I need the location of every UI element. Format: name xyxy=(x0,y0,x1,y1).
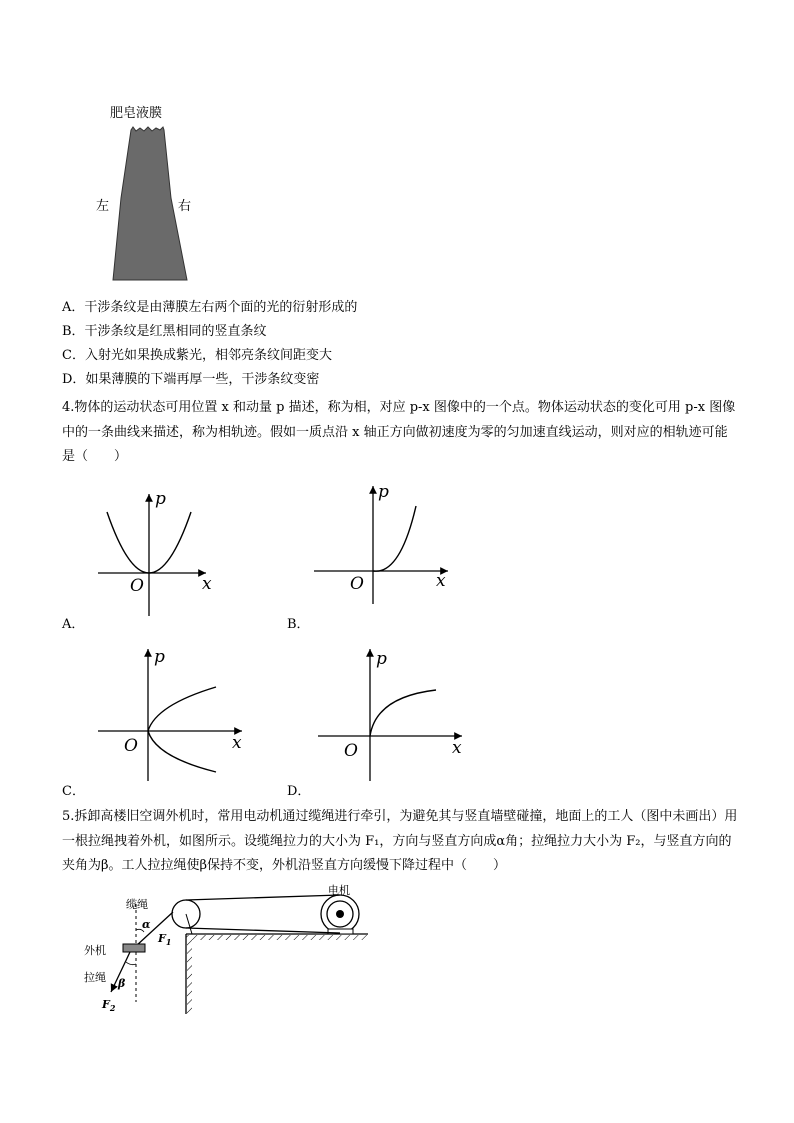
origin-c: O xyxy=(124,736,138,756)
film-title: 肥皂液膜 xyxy=(110,106,163,121)
axis-x-b: x xyxy=(436,571,446,591)
rope-label: 拉绳 xyxy=(84,971,106,984)
outdoor-unit xyxy=(123,944,145,952)
axis-x-c: x xyxy=(232,733,242,753)
graph-label-a: A． xyxy=(62,617,85,632)
axis-p-c: p xyxy=(154,647,165,667)
roof-hatch xyxy=(186,935,368,940)
soap-film-figure xyxy=(90,98,220,288)
cable-label: 缆绳 xyxy=(126,898,148,911)
graph-d xyxy=(316,645,471,785)
film-left-label: 左 xyxy=(96,199,110,214)
curve-b xyxy=(373,506,416,571)
q5-text: 5.拆卸高楼旧空调外机时，常用电动机通过缆绳进行牵引，为避免其与竖直墙壁碰撞，地面上的工人（图中未画出）用一根拉绳拽着外机，如图所示。设缆绳拉力的大小为 F₁，方向与竖直方向成α角；拉绳拉力大小为 F₂，与竖直方向的夹角为β。工人拉拉绳使β保持不变，外机沿竖直方向缓慢下降过程中（ ） xyxy=(62,809,738,873)
film-right-label: 右 xyxy=(178,199,192,214)
axis-x-a: x xyxy=(202,574,212,594)
wall-hatch xyxy=(187,940,192,1014)
q3-option-b: B．干涉条纹是红黑相同的竖直条纹 xyxy=(62,324,267,339)
q3-option-a: A．干涉条纹是由薄膜左右两个面的光的衍射形成的 xyxy=(62,300,358,315)
origin-d: O xyxy=(344,741,358,761)
unit-label: 外机 xyxy=(84,944,106,957)
beta-label: β xyxy=(118,977,126,990)
axis-p-d: p xyxy=(376,649,387,669)
curve-d xyxy=(370,690,436,736)
f2-label: $F_2$ xyxy=(102,998,116,1013)
q3-option-c: C．入射光如果换成紫光，相邻亮条纹间距变大 xyxy=(62,348,332,363)
graph-label-b: B． xyxy=(287,617,310,632)
graph-c xyxy=(96,645,251,785)
axis-x-d: x xyxy=(452,738,462,758)
alpha-label: α xyxy=(142,918,151,931)
curve-c xyxy=(148,687,216,772)
q4-text: 4.物体的运动状态可用位置 x 和动量 p 描述，称为相，对应 p-x 图像中的一个点。物体运动状态的变化可用 p-x 图像中的一条曲线来描述，称为相轨迹。假如一质点沿 x 轴正方向做初速度为零的匀加速直线运动，则对应的相轨迹可能是（ ） xyxy=(62,400,736,464)
motor-label: 电机 xyxy=(328,884,350,897)
q5-figure xyxy=(78,884,378,1019)
axis-p-b: p xyxy=(378,482,389,502)
graph-label-c: C． xyxy=(62,784,85,799)
axis-p-a: p xyxy=(155,489,166,509)
q3-option-d: D．如果薄膜的下端再厚一些，干涉条纹变密 xyxy=(62,372,320,387)
f1-label: $F_1$ xyxy=(158,932,172,947)
soap-film-shape xyxy=(113,127,187,280)
graph-label-d: D． xyxy=(287,784,311,799)
graph-b xyxy=(312,480,457,610)
origin-b: O xyxy=(350,574,364,594)
graph-a xyxy=(94,488,224,618)
origin-a: O xyxy=(130,576,144,596)
